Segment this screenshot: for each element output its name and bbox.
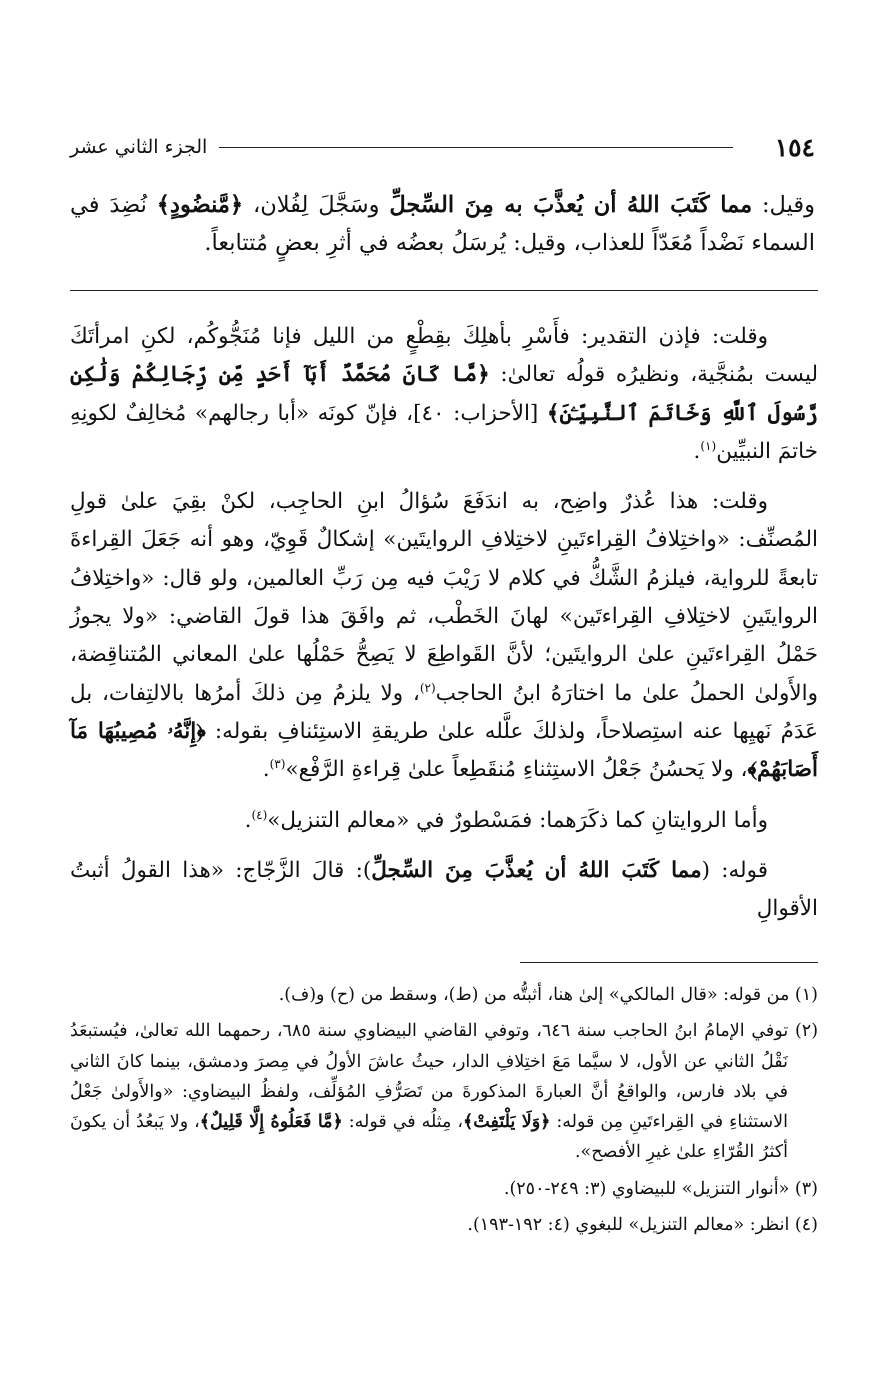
paragraph-text: ، ولا يَحسُنُ جَعْلُ الاستِثناءِ مُنقَطِعاً علىٰ قِراءةِ الرَّفْع» [285, 757, 748, 783]
paragraph-3 [70, 802, 818, 840]
paragraph-text: وقلت: هذا عُذرٌ واضِح، به اندَفَعَ سُؤالُ ابنِ الحاجِب، لكنْ بقِيَ علىٰ قولِ المُصنِّف: «واختِلافُ القِراءتَينِ لاختِلافِ الروايتَين» إشكالٌ قَوِيّ، وهو أنه جَعَلَ القِراءةَ تابعةً للرواية، فيلزمُ الشَّكُّ في كلام لا رَيْبَ فيه مِن رَبِّ العالمين، ولو قال: «واختِلافُ الروايتَينِ لاختِلافِ القِراءتَين» لهانَ الخَطْب، ثم وافَقَ هذا قولَ القاضي: «ولا يجوزُ حَمْلُ القِراءتَينِ علىٰ الروايتَين؛ لأنَّ القَواطِعَ لا يَصِحُّ حَمْلُها علىٰ المعاني المُتناقِضة، والأَولىٰ الحملُ علىٰ ما اختارَهُ ابنُ الحاجب [70, 489, 818, 706]
quran-quote: ﴿إِنَّهُۥ مُصِيبُهَا مَآ أَصَابَهُمْ﴾ [70, 718, 818, 783]
paragraph-text: وقلت: فإذن التقدير: فأَسْرِ بأهلِكَ بقِطْعٍ من الليل فإنا مُنَجُّوكُم، لكنِ امرأتَكَ ليست بمُنجَّية، ونظيرُه قولُه تعالىٰ: [70, 324, 818, 388]
footnote-text: ، ولا يَبعُدُ أن يكونَ أكثرُ القُرّاءِ علىٰ غيرِ الأفصح». [70, 1112, 788, 1163]
paragraph-text: [الأحزاب: ٤٠]، فإنّ كونَه «أبا رجالهم» مُخالِفٌ لكونِهِ خاتمَ النبيِّين [70, 400, 818, 464]
note-paragraph [70, 186, 815, 262]
footnote-text: (٢) توفي الإمامُ ابنُ الحاجب سنة ٦٤٦، وتوفي القاضي البيضاوي سنة ٦٨٥، رحمهما الله تعالىٰ، فيُستبعَدُ نَقْلُ الثاني عن الأول، لا سيَّما مَعَ اختِلافِ الدار، حيثُ عاشَ الأولُ في مِصرَ ودمشق، بينما كانَ الثاني في بلاد فارس، والواقعُ أنَّ العبارةَ المذكورةَ من تَصَرُّفِ المُؤلِّف، ولفظُ البيضاوي: «والأَولىٰ جَعْلُ الاستثناءِ في القِراءتَينِ مِن قوله: [70, 1021, 819, 1133]
paragraph-text: . [693, 438, 701, 464]
paragraph-text: ، ولا يلزمُ مِن ذلكَ أمرُها بالالتِفات، بل عَدَمُ نَهيِها عنه استِصلاحاً، ولذلكَ علَّله علىٰ طريقةِ الاستِئنافِ بقوله: [70, 680, 818, 744]
footnote-ref-1[interactable]: (١) [700, 438, 717, 453]
running-title: الجزء الثاني عشر [70, 136, 208, 158]
separator-rule [70, 290, 818, 291]
footnote-1: (١) من قوله: «قال المالكي» إلىٰ هنا، أثبتُّه من (ط)، وسقط من (ح) و(ف). [278, 985, 818, 1005]
paragraph-text: وأما الروايتانِ كما ذكَرَهما: فمَسْطورٌ في «معالم التنزيل» [267, 807, 768, 833]
quran-quote: ﴿مَّا كَانَ مُحَمَّدٌ أَبَآ أَحَدٍ مِّن رِّجَالِكُمْ وَلَٰكِن رَّسُولَ ٱللَّهِ وَخَاتَمَ ٱلنَّبِيِّـۧنَ﴾ [70, 362, 818, 426]
note-text: وقيل: [752, 192, 816, 218]
footnotes [70, 980, 818, 1246]
paragraph-2 [70, 483, 818, 789]
quran-quote: ﴿مَّا فَعَلُوهُ إِلَّا قَلِيلٌ﴾ [199, 1112, 343, 1133]
footnote-ref-3[interactable]: (٣) [269, 757, 286, 772]
paragraph-4 [70, 852, 818, 929]
page-number: ١٥٤ [774, 132, 815, 162]
footnote-2 [70, 1016, 818, 1167]
note-text: نُضِدَ في السماء نَضْداً مُعَدّاً للعذاب، وقيل: يُرسَلُ بعضُه في أثرِ بعضٍ مُتتابعاً. [70, 192, 815, 256]
paragraph-text: . [244, 807, 252, 833]
note-text: وسَجَّلَ لِفُلان، [243, 192, 390, 218]
footnote-separator [520, 962, 818, 963]
paragraph-text: قوله: ( [701, 857, 768, 883]
footnote-text: ، مِثلُه في قوله: [342, 1112, 464, 1133]
footnote-4: (٤) انظر: «معالم التنزيل» للبغوي (٤: ١٩٢-١٩٣). [467, 1215, 818, 1236]
main-text [70, 318, 818, 940]
commentary-note [70, 186, 815, 262]
paragraph-1 [70, 318, 818, 471]
paragraph-text: . [262, 757, 270, 783]
header-rule [219, 147, 733, 148]
quran-quote: ﴿مَّنضُودٍ﴾ [156, 192, 244, 218]
lemma-quote: مما كَتَبَ اللهُ أن يُعذَّبَ مِنَ السِّجلِّ [371, 857, 702, 883]
footnote-ref-4[interactable]: (٤) [251, 807, 268, 822]
footnote-ref-2[interactable]: (٢) [419, 680, 436, 695]
footnote-3: (٣) «أنوار التنزيل» للبيضاوي (٣: ٢٤٩-٢٥٠). [503, 1178, 818, 1199]
paragraph-text: ): قالَ الزَّجّاج: «هذا القولُ أثبتُ الأقوالِ [70, 857, 818, 922]
lemma-quote: مما كَتَبَ اللهُ أن يُعذَّبَ به مِنَ السِّجلِّ [389, 192, 753, 218]
quran-quote: ﴿وَلَا يَلْتَفِتْ﴾ [463, 1112, 551, 1133]
page-header [70, 132, 815, 162]
